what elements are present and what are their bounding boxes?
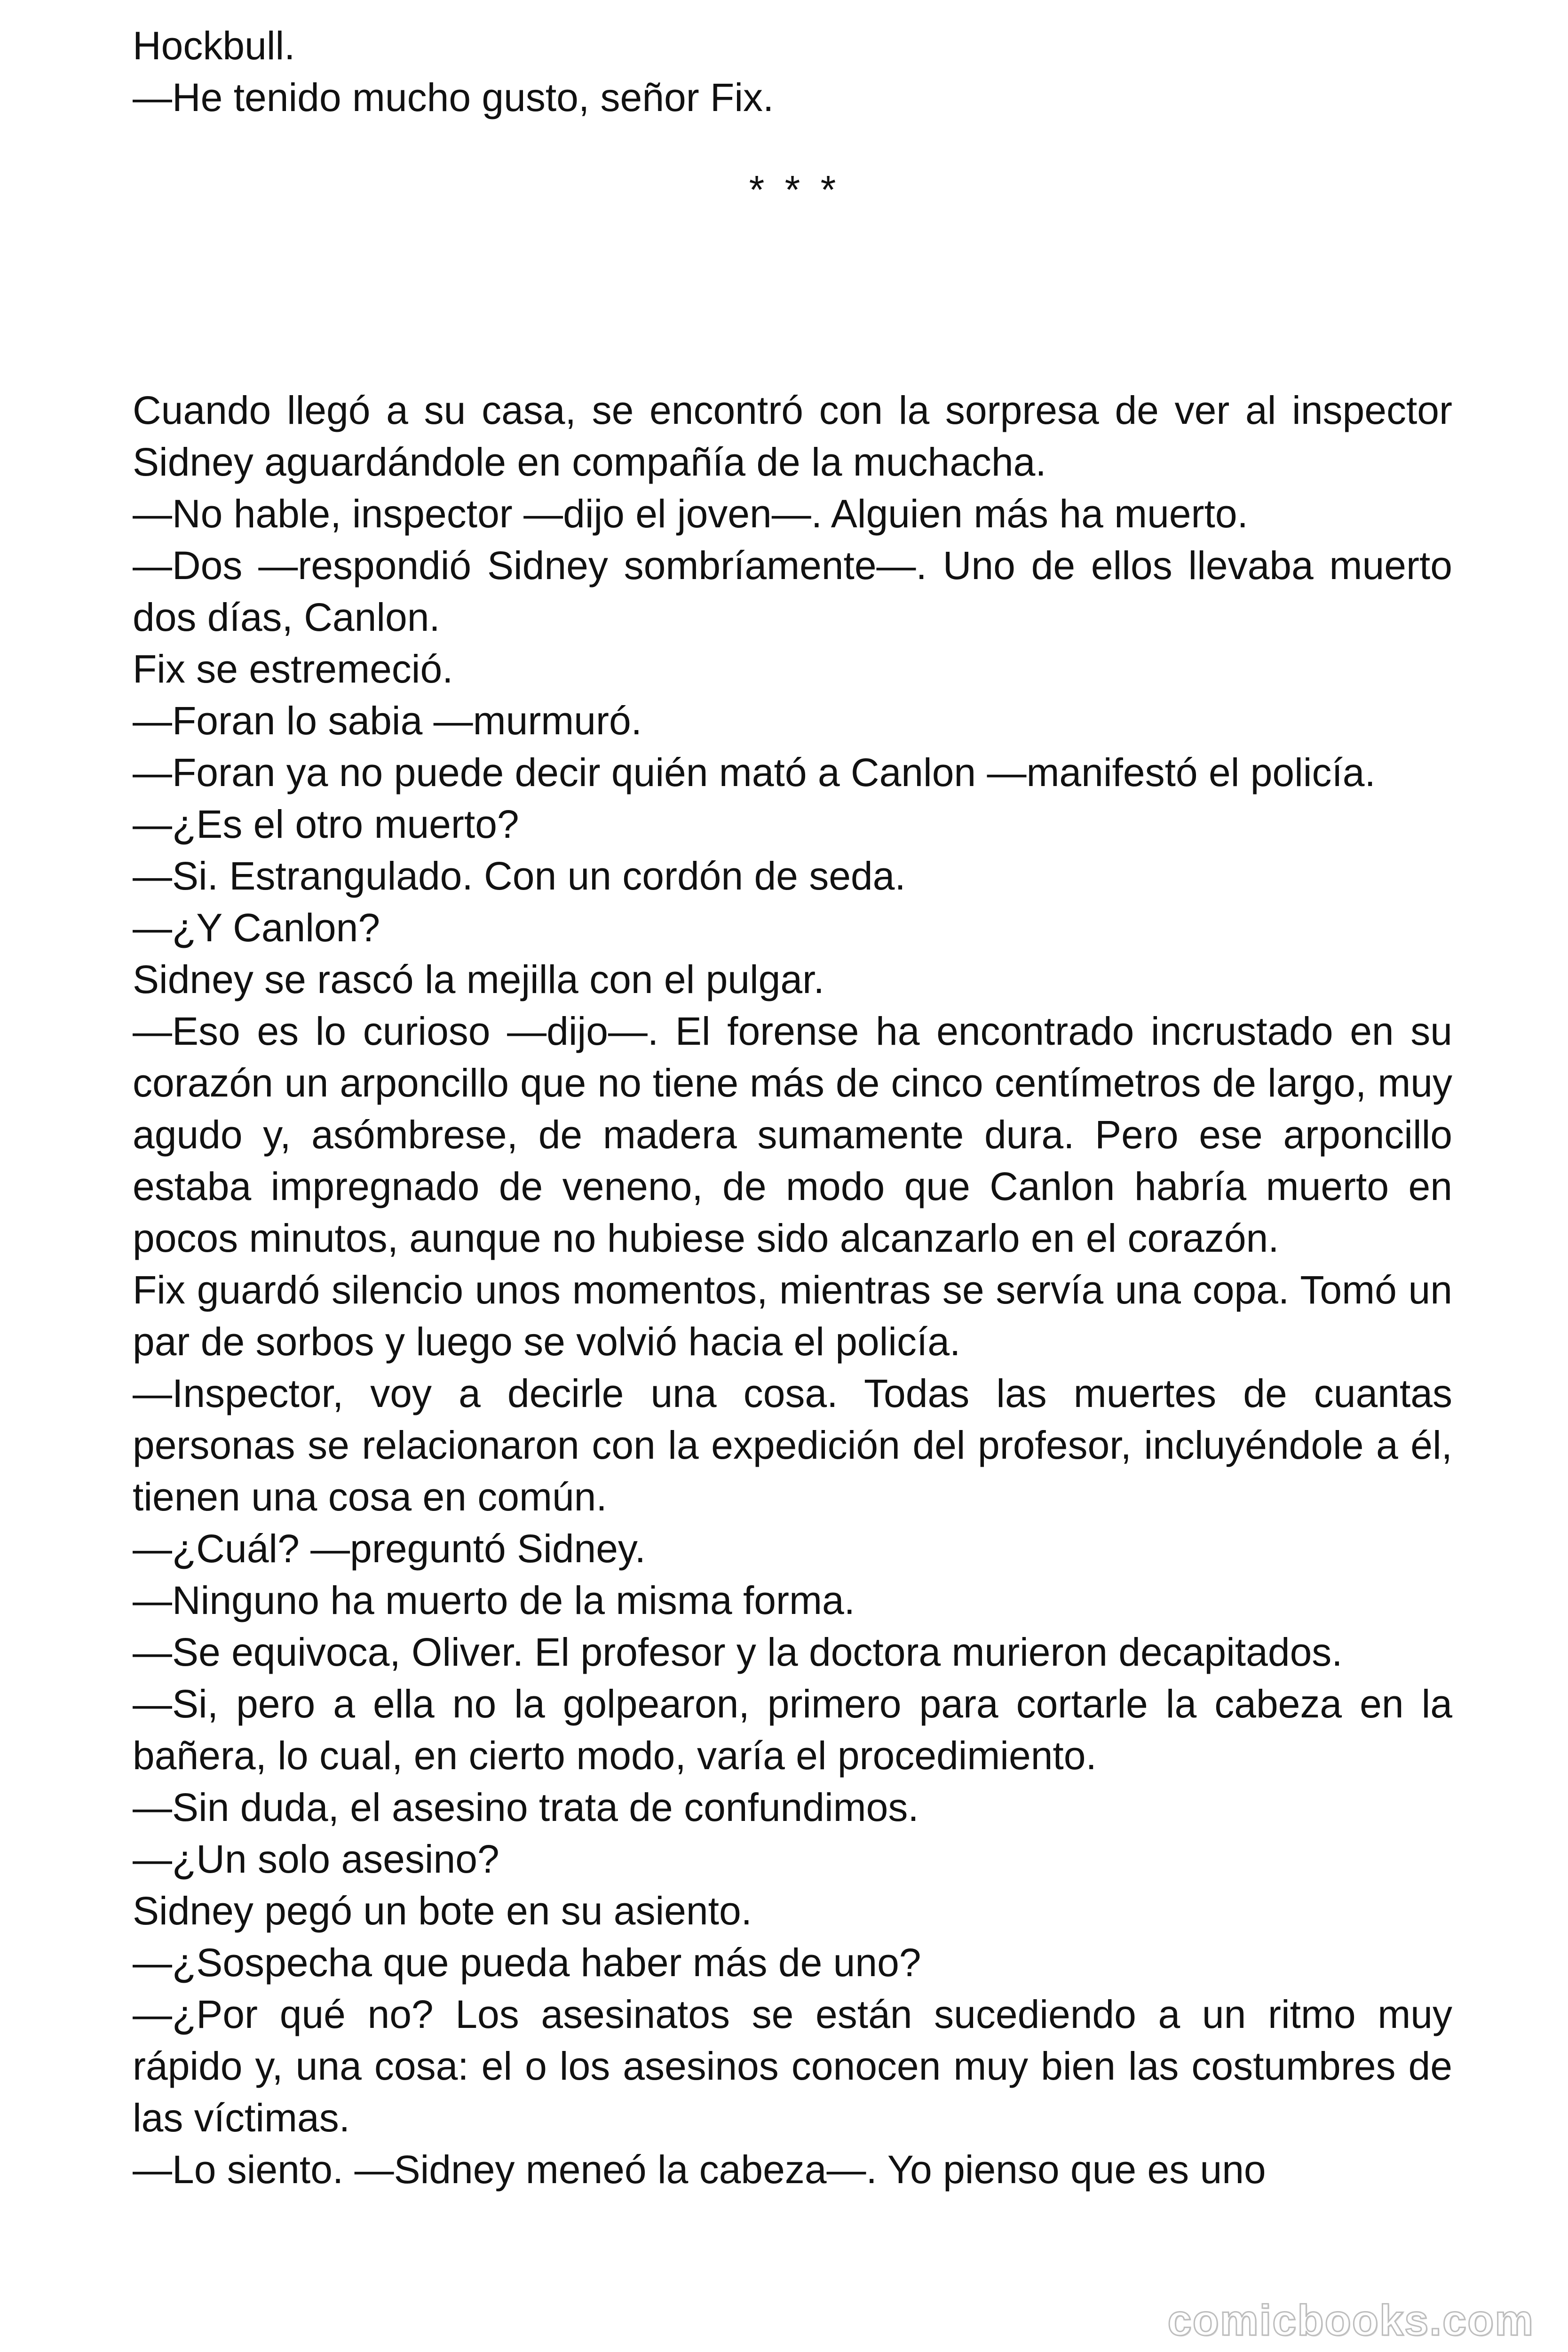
paragraph: —No hable, inspector —dijo el joven—. Alguien más ha muerto. — [133, 492, 1248, 536]
paragraph: Fix se estremeció. — [133, 647, 453, 691]
watermark-logo: comicbooks.com — [1167, 2296, 1534, 2344]
paragraph: Cuando llegó a su casa, se encontró con la sorpresa de ver al inspector Sidney aguardándole en compañía de la muchacha. — [133, 388, 1452, 484]
paragraph: Sidney pegó un bote en su asiento. — [133, 1889, 752, 1933]
paragraph: —Ninguno ha muerto de la misma forma. — [133, 1578, 855, 1622]
paragraph: —Foran ya no puede decir quién mató a Canlon —manifestó el policía. — [133, 750, 1376, 795]
paragraph: —Dos —respondió Sidney sombríamente—. Uno de ellos llevaba muerto dos días, Canlon. — [133, 543, 1452, 639]
paragraph: —Si. Estrangulado. Con un cordón de seda. — [133, 854, 906, 898]
paragraph: —Eso es lo curioso —dijo—. El forense ha encontrado incrustado en su corazón un arponcillo que no tiene más de cinco centímetros de largo, muy agudo y, asómbrese, de madera sumamente dura. Pero ese arponcillo estaba impregnado de veneno, de modo que Canlon habría muerto en pocos minutos, aunque no hubiese sido alcanzarlo en el corazón. — [133, 1009, 1452, 1260]
paragraph: —Lo siento. —Sidney meneó la cabeza—. Yo pienso que es uno — [133, 2147, 1266, 2192]
paragraph: —¿Cuál? —preguntó Sidney. — [133, 1526, 646, 1571]
paragraph: —Si, pero a ella no la golpearon, primero para cortarle la cabeza en la bañera, lo cual, en cierto modo, varía el procedimiento. — [133, 1682, 1452, 1778]
text-line: —He tenido mucho gusto, señor Fix. — [133, 75, 774, 119]
paragraph: Fix guardó silencio unos momentos, mientras se servía una copa. Tomó un par de sorbos y luego se volvió hacia el policía. — [133, 1268, 1452, 1364]
paragraph: —Se equivoca, Oliver. El profesor y la doctora murieron decapitados. — [133, 1630, 1343, 1674]
paragraph: —¿Sospecha que pueda haber más de uno? — [133, 1940, 921, 1985]
paragraph: —¿Es el otro muerto? — [133, 802, 519, 846]
scene-break: * * * — [749, 167, 841, 212]
paragraph: —¿Por qué no? Los asesinatos se están sucediendo a un ritmo muy rápido y, una cosa: el o los asesinos conocen muy bien las costumbres de las víctimas. — [133, 1992, 1452, 2140]
text-line: Hockbull. — [133, 24, 295, 68]
paragraph: —Sin duda, el asesino trata de confundimos. — [133, 1785, 919, 1829]
paragraph: Sidney se rascó la mejilla con el pulgar. — [133, 957, 824, 1001]
body-text — [133, 384, 1452, 2195]
paragraph: —Foran lo sabia —murmuró. — [133, 699, 642, 743]
paragraph: —¿Un solo asesino? — [133, 1837, 499, 1881]
paragraph: —Inspector, voy a decirle una cosa. Todas las muertes de cuantas personas se relacionaron con la expedición del profesor, incluyéndole a él, tienen una cosa en común. — [133, 1371, 1452, 1519]
previous-section-ending — [133, 20, 1452, 123]
paragraph: —¿Y Canlon? — [133, 906, 380, 950]
